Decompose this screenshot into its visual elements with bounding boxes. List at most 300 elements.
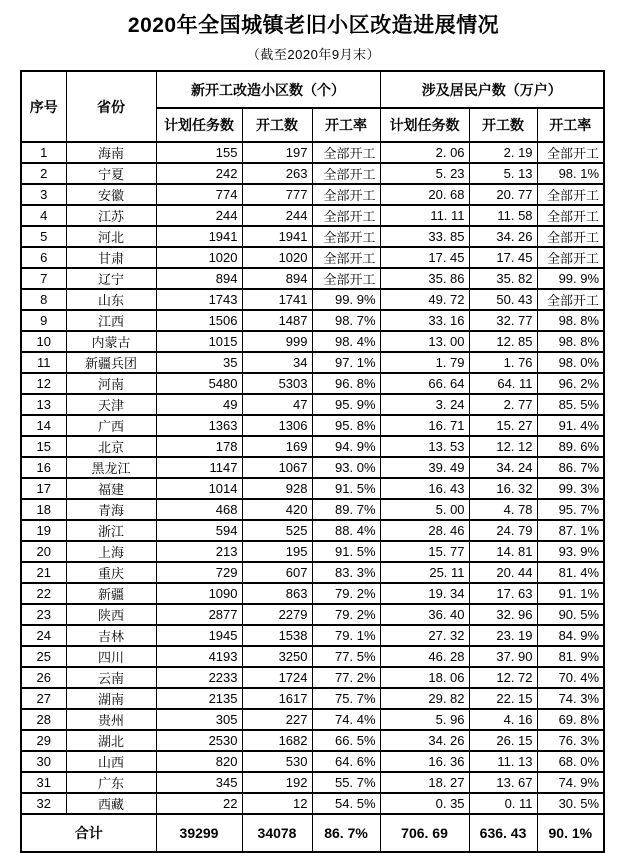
cell-households-plan: 29. 82 xyxy=(380,688,469,709)
table-row xyxy=(21,688,604,709)
cell-province: 福建 xyxy=(66,478,156,499)
table-row xyxy=(21,520,604,541)
cell-province: 河南 xyxy=(66,373,156,394)
cell-households-rate: 98. 8% xyxy=(537,331,604,352)
cell-households-plan: 0. 35 xyxy=(380,793,469,814)
cell-communities-started: 894 xyxy=(242,268,312,289)
cell-households-plan: 17. 45 xyxy=(380,247,469,268)
table-header xyxy=(21,71,604,142)
cell-households-plan: 16. 36 xyxy=(380,751,469,772)
cell-households-started: 23. 19 xyxy=(469,625,537,646)
cell-communities-plan: 22 xyxy=(156,793,242,814)
cell-communities-started: 263 xyxy=(242,163,312,184)
cell-households-rate: 全部开工 xyxy=(537,184,604,205)
cell-households-started: 13. 67 xyxy=(469,772,537,793)
cell-households-plan: 25. 11 xyxy=(380,562,469,583)
cell-households-started: 12. 85 xyxy=(469,331,537,352)
cell-households-plan: 5. 96 xyxy=(380,709,469,730)
cell-households-started: 26. 15 xyxy=(469,730,537,751)
cell-households-started: 22. 15 xyxy=(469,688,537,709)
cell-communities-plan: 894 xyxy=(156,268,242,289)
cell-households-rate: 87. 1% xyxy=(537,520,604,541)
cell-communities-rate: 77. 2% xyxy=(312,667,380,688)
cell-households-rate: 91. 4% xyxy=(537,415,604,436)
cell-province: 黑龙江 xyxy=(66,457,156,478)
cell-communities-rate: 98. 4% xyxy=(312,331,380,352)
table-row xyxy=(21,436,604,457)
cell-households-rate: 74. 3% xyxy=(537,688,604,709)
table-row xyxy=(21,772,604,793)
table-row xyxy=(21,226,604,247)
cell-communities-started: 47 xyxy=(242,394,312,415)
cell-province: 浙江 xyxy=(66,520,156,541)
cell-index: 30 xyxy=(21,751,66,772)
total-communities-rate: 86. 7% xyxy=(312,814,380,852)
renovation-progress-table xyxy=(20,70,605,853)
cell-households-rate: 85. 5% xyxy=(537,394,604,415)
cell-province: 重庆 xyxy=(66,562,156,583)
cell-index: 10 xyxy=(21,331,66,352)
cell-communities-plan: 1015 xyxy=(156,331,242,352)
cell-households-started: 15. 27 xyxy=(469,415,537,436)
cell-province: 江苏 xyxy=(66,205,156,226)
page-title: 2020年全国城镇老旧小区改造进展情况 xyxy=(127,14,500,37)
cell-province: 北京 xyxy=(66,436,156,457)
cell-households-started: 37. 90 xyxy=(469,646,537,667)
header-group-row xyxy=(21,71,604,108)
cell-communities-plan: 1941 xyxy=(156,226,242,247)
header-group-households: 涉及居民户数（万户） xyxy=(380,71,604,108)
cell-households-rate: 86. 7% xyxy=(537,457,604,478)
cell-households-started: 5. 13 xyxy=(469,163,537,184)
cell-communities-plan: 594 xyxy=(156,520,242,541)
cell-households-rate: 81. 4% xyxy=(537,562,604,583)
cell-households-plan: 2. 06 xyxy=(380,142,469,163)
cell-communities-rate: 95. 8% xyxy=(312,415,380,436)
cell-households-started: 34. 24 xyxy=(469,457,537,478)
cell-index: 19 xyxy=(21,520,66,541)
cell-index: 25 xyxy=(21,646,66,667)
cell-communities-started: 607 xyxy=(242,562,312,583)
table-row xyxy=(21,730,604,751)
cell-communities-plan: 1090 xyxy=(156,583,242,604)
cell-communities-plan: 5480 xyxy=(156,373,242,394)
table-row xyxy=(21,310,604,331)
cell-communities-started: 197 xyxy=(242,142,312,163)
cell-index: 6 xyxy=(21,247,66,268)
cell-communities-rate: 88. 4% xyxy=(312,520,380,541)
cell-households-rate: 96. 2% xyxy=(537,373,604,394)
cell-communities-rate: 95. 9% xyxy=(312,394,380,415)
cell-households-rate: 30. 5% xyxy=(537,793,604,814)
cell-province: 青海 xyxy=(66,499,156,520)
cell-households-rate: 84. 9% xyxy=(537,625,604,646)
cell-communities-rate: 66. 5% xyxy=(312,730,380,751)
cell-households-rate: 91. 1% xyxy=(537,583,604,604)
cell-communities-started: 1682 xyxy=(242,730,312,751)
cell-index: 14 xyxy=(21,415,66,436)
cell-index: 7 xyxy=(21,268,66,289)
total-communities-started: 34078 xyxy=(242,814,312,852)
cell-households-plan: 5. 23 xyxy=(380,163,469,184)
cell-province: 安徽 xyxy=(66,184,156,205)
cell-communities-plan: 1147 xyxy=(156,457,242,478)
cell-households-plan: 28. 46 xyxy=(380,520,469,541)
cell-communities-started: 1724 xyxy=(242,667,312,688)
cell-communities-rate: 全部开工 xyxy=(312,247,380,268)
cell-index: 15 xyxy=(21,436,66,457)
cell-communities-rate: 91. 5% xyxy=(312,478,380,499)
header-households-plan: 计划任务数 xyxy=(380,108,469,142)
cell-index: 9 xyxy=(21,310,66,331)
cell-communities-rate: 83. 3% xyxy=(312,562,380,583)
header-households-rate: 开工率 xyxy=(537,108,604,142)
cell-communities-plan: 213 xyxy=(156,541,242,562)
cell-households-started: 35. 82 xyxy=(469,268,537,289)
total-communities-plan: 39299 xyxy=(156,814,242,852)
cell-communities-plan: 4193 xyxy=(156,646,242,667)
table-row xyxy=(21,709,604,730)
table-row xyxy=(21,625,604,646)
cell-communities-started: 192 xyxy=(242,772,312,793)
total-households-plan: 706. 69 xyxy=(380,814,469,852)
cell-households-started: 24. 79 xyxy=(469,520,537,541)
cell-communities-rate: 全部开工 xyxy=(312,184,380,205)
cell-index: 24 xyxy=(21,625,66,646)
header-group-communities: 新开工改造小区数（个） xyxy=(156,71,380,108)
cell-households-started: 64. 11 xyxy=(469,373,537,394)
cell-households-plan: 1. 79 xyxy=(380,352,469,373)
cell-index: 17 xyxy=(21,478,66,499)
cell-households-plan: 18. 06 xyxy=(380,667,469,688)
cell-index: 31 xyxy=(21,772,66,793)
cell-communities-started: 227 xyxy=(242,709,312,730)
cell-province: 湖南 xyxy=(66,688,156,709)
header-households-started: 开工数 xyxy=(469,108,537,142)
cell-index: 29 xyxy=(21,730,66,751)
cell-index: 5 xyxy=(21,226,66,247)
cell-communities-started: 1941 xyxy=(242,226,312,247)
cell-households-plan: 19. 34 xyxy=(380,583,469,604)
cell-households-rate: 76. 3% xyxy=(537,730,604,751)
cell-households-plan: 20. 68 xyxy=(380,184,469,205)
cell-index: 18 xyxy=(21,499,66,520)
cell-households-plan: 3. 24 xyxy=(380,394,469,415)
cell-communities-plan: 2530 xyxy=(156,730,242,751)
table-row xyxy=(21,289,604,310)
cell-households-rate: 98. 8% xyxy=(537,310,604,331)
cell-province: 新疆兵团 xyxy=(66,352,156,373)
cell-households-plan: 36. 40 xyxy=(380,604,469,625)
cell-households-rate: 全部开工 xyxy=(537,289,604,310)
cell-households-plan: 13. 53 xyxy=(380,436,469,457)
cell-communities-plan: 242 xyxy=(156,163,242,184)
cell-households-plan: 46. 28 xyxy=(380,646,469,667)
cell-communities-rate: 全部开工 xyxy=(312,142,380,163)
table-row xyxy=(21,394,604,415)
table-row xyxy=(21,373,604,394)
cell-communities-started: 1538 xyxy=(242,625,312,646)
cell-households-rate: 69. 8% xyxy=(537,709,604,730)
cell-households-rate: 全部开工 xyxy=(537,247,604,268)
cell-communities-rate: 77. 5% xyxy=(312,646,380,667)
table-row xyxy=(21,268,604,289)
table-row xyxy=(21,478,604,499)
table-row xyxy=(21,163,604,184)
cell-households-plan: 39. 49 xyxy=(380,457,469,478)
header-index: 序号 xyxy=(21,71,66,142)
total-households-rate: 90. 1% xyxy=(537,814,604,852)
total-row xyxy=(21,814,604,852)
cell-communities-rate: 全部开工 xyxy=(312,226,380,247)
cell-communities-started: 999 xyxy=(242,331,312,352)
cell-communities-plan: 1506 xyxy=(156,310,242,331)
header-communities-started: 开工数 xyxy=(242,108,312,142)
table-row xyxy=(21,751,604,772)
cell-communities-rate: 全部开工 xyxy=(312,163,380,184)
cell-households-plan: 35. 86 xyxy=(380,268,469,289)
cell-index: 16 xyxy=(21,457,66,478)
cell-communities-started: 1617 xyxy=(242,688,312,709)
table-body xyxy=(21,142,604,852)
cell-province: 湖北 xyxy=(66,730,156,751)
cell-households-started: 32. 77 xyxy=(469,310,537,331)
cell-communities-rate: 54. 5% xyxy=(312,793,380,814)
cell-households-rate: 99. 3% xyxy=(537,478,604,499)
cell-households-plan: 5. 00 xyxy=(380,499,469,520)
cell-index: 2 xyxy=(21,163,66,184)
cell-households-started: 11. 58 xyxy=(469,205,537,226)
cell-households-started: 11. 13 xyxy=(469,751,537,772)
cell-index: 27 xyxy=(21,688,66,709)
cell-communities-plan: 2135 xyxy=(156,688,242,709)
cell-households-started: 12. 72 xyxy=(469,667,537,688)
cell-communities-started: 169 xyxy=(242,436,312,457)
table-row xyxy=(21,457,604,478)
cell-province: 甘肃 xyxy=(66,247,156,268)
cell-communities-started: 1020 xyxy=(242,247,312,268)
cell-communities-rate: 64. 6% xyxy=(312,751,380,772)
cell-households-started: 16. 32 xyxy=(469,478,537,499)
cell-households-started: 32. 96 xyxy=(469,604,537,625)
cell-index: 13 xyxy=(21,394,66,415)
cell-households-started: 17. 63 xyxy=(469,583,537,604)
cell-communities-started: 5303 xyxy=(242,373,312,394)
cell-communities-started: 1741 xyxy=(242,289,312,310)
cell-households-started: 4. 78 xyxy=(469,499,537,520)
cell-province: 天津 xyxy=(66,394,156,415)
header-communities-rate: 开工率 xyxy=(312,108,380,142)
cell-households-plan: 34. 26 xyxy=(380,730,469,751)
cell-communities-started: 777 xyxy=(242,184,312,205)
table-row xyxy=(21,499,604,520)
cell-province: 广东 xyxy=(66,772,156,793)
cell-index: 32 xyxy=(21,793,66,814)
table-row xyxy=(21,415,604,436)
cell-communities-plan: 305 xyxy=(156,709,242,730)
cell-households-plan: 13. 00 xyxy=(380,331,469,352)
cell-households-rate: 93. 9% xyxy=(537,541,604,562)
cell-communities-started: 12 xyxy=(242,793,312,814)
cell-communities-started: 195 xyxy=(242,541,312,562)
cell-households-started: 20. 77 xyxy=(469,184,537,205)
cell-province: 云南 xyxy=(66,667,156,688)
cell-communities-started: 525 xyxy=(242,520,312,541)
cell-communities-rate: 74. 4% xyxy=(312,709,380,730)
cell-households-rate: 90. 5% xyxy=(537,604,604,625)
cell-households-started: 12. 12 xyxy=(469,436,537,457)
cell-households-started: 2. 19 xyxy=(469,142,537,163)
cell-communities-rate: 75. 7% xyxy=(312,688,380,709)
cell-index: 12 xyxy=(21,373,66,394)
cell-index: 23 xyxy=(21,604,66,625)
cell-province: 广西 xyxy=(66,415,156,436)
cell-households-plan: 27. 32 xyxy=(380,625,469,646)
cell-households-rate: 95. 7% xyxy=(537,499,604,520)
cell-households-started: 17. 45 xyxy=(469,247,537,268)
table-row xyxy=(21,352,604,373)
cell-communities-started: 863 xyxy=(242,583,312,604)
cell-index: 20 xyxy=(21,541,66,562)
cell-households-started: 1. 76 xyxy=(469,352,537,373)
table-row xyxy=(21,793,604,814)
cell-households-rate: 98. 0% xyxy=(537,352,604,373)
table-row xyxy=(21,247,604,268)
cell-households-plan: 33. 85 xyxy=(380,226,469,247)
cell-communities-started: 530 xyxy=(242,751,312,772)
cell-province: 山西 xyxy=(66,751,156,772)
cell-province: 江西 xyxy=(66,310,156,331)
cell-communities-started: 2279 xyxy=(242,604,312,625)
table-row xyxy=(21,604,604,625)
cell-communities-rate: 96. 8% xyxy=(312,373,380,394)
cell-province: 内蒙古 xyxy=(66,331,156,352)
cell-index: 28 xyxy=(21,709,66,730)
cell-communities-plan: 35 xyxy=(156,352,242,373)
cell-communities-plan: 774 xyxy=(156,184,242,205)
cell-communities-rate: 97. 1% xyxy=(312,352,380,373)
page-subtitle: （截至2020年9月末） xyxy=(246,47,381,62)
cell-province: 上海 xyxy=(66,541,156,562)
total-households-started: 636. 43 xyxy=(469,814,537,852)
cell-communities-plan: 1020 xyxy=(156,247,242,268)
cell-households-plan: 15. 77 xyxy=(380,541,469,562)
cell-communities-rate: 55. 7% xyxy=(312,772,380,793)
cell-households-plan: 66. 64 xyxy=(380,373,469,394)
cell-communities-plan: 468 xyxy=(156,499,242,520)
cell-province: 辽宁 xyxy=(66,268,156,289)
cell-households-started: 4. 16 xyxy=(469,709,537,730)
cell-households-plan: 49. 72 xyxy=(380,289,469,310)
table-row xyxy=(21,646,604,667)
table-row xyxy=(21,142,604,163)
cell-households-plan: 16. 43 xyxy=(380,478,469,499)
cell-index: 1 xyxy=(21,142,66,163)
cell-households-rate: 全部开工 xyxy=(537,205,604,226)
cell-communities-plan: 1363 xyxy=(156,415,242,436)
cell-households-rate: 70. 4% xyxy=(537,667,604,688)
cell-households-rate: 全部开工 xyxy=(537,226,604,247)
cell-province: 山东 xyxy=(66,289,156,310)
cell-communities-rate: 全部开工 xyxy=(312,268,380,289)
header-communities-plan: 计划任务数 xyxy=(156,108,242,142)
table-row xyxy=(21,331,604,352)
cell-communities-plan: 2233 xyxy=(156,667,242,688)
cell-communities-plan: 244 xyxy=(156,205,242,226)
cell-households-rate: 99. 9% xyxy=(537,268,604,289)
cell-province: 河北 xyxy=(66,226,156,247)
cell-households-started: 14. 81 xyxy=(469,541,537,562)
cell-communities-rate: 79. 2% xyxy=(312,583,380,604)
cell-households-started: 50. 43 xyxy=(469,289,537,310)
cell-province: 四川 xyxy=(66,646,156,667)
table-row xyxy=(21,562,604,583)
cell-communities-plan: 1945 xyxy=(156,625,242,646)
cell-communities-started: 3250 xyxy=(242,646,312,667)
cell-index: 22 xyxy=(21,583,66,604)
table-row xyxy=(21,667,604,688)
cell-communities-rate: 99. 9% xyxy=(312,289,380,310)
cell-communities-rate: 93. 0% xyxy=(312,457,380,478)
table-row xyxy=(21,583,604,604)
header-province: 省份 xyxy=(66,71,156,142)
table-row xyxy=(21,205,604,226)
table-row xyxy=(21,184,604,205)
total-label: 合计 xyxy=(21,814,156,852)
cell-communities-rate: 79. 2% xyxy=(312,604,380,625)
cell-households-started: 0. 11 xyxy=(469,793,537,814)
cell-communities-started: 1306 xyxy=(242,415,312,436)
cell-communities-rate: 79. 1% xyxy=(312,625,380,646)
cell-communities-rate: 全部开工 xyxy=(312,205,380,226)
cell-communities-started: 244 xyxy=(242,205,312,226)
cell-communities-rate: 98. 7% xyxy=(312,310,380,331)
cell-communities-plan: 49 xyxy=(156,394,242,415)
cell-communities-plan: 155 xyxy=(156,142,242,163)
cell-households-plan: 16. 71 xyxy=(380,415,469,436)
cell-households-started: 2. 77 xyxy=(469,394,537,415)
cell-communities-rate: 91. 5% xyxy=(312,541,380,562)
cell-province: 陕西 xyxy=(66,604,156,625)
cell-communities-started: 928 xyxy=(242,478,312,499)
cell-communities-plan: 345 xyxy=(156,772,242,793)
table-row xyxy=(21,541,604,562)
cell-province: 西藏 xyxy=(66,793,156,814)
cell-communities-plan: 729 xyxy=(156,562,242,583)
cell-communities-started: 1067 xyxy=(242,457,312,478)
cell-index: 4 xyxy=(21,205,66,226)
cell-communities-rate: 94. 9% xyxy=(312,436,380,457)
cell-households-rate: 68. 0% xyxy=(537,751,604,772)
cell-index: 11 xyxy=(21,352,66,373)
cell-communities-plan: 820 xyxy=(156,751,242,772)
cell-communities-started: 1487 xyxy=(242,310,312,331)
cell-province: 新疆 xyxy=(66,583,156,604)
cell-index: 3 xyxy=(21,184,66,205)
cell-communities-plan: 2877 xyxy=(156,604,242,625)
cell-households-rate: 98. 1% xyxy=(537,163,604,184)
cell-households-rate: 全部开工 xyxy=(537,142,604,163)
cell-index: 21 xyxy=(21,562,66,583)
cell-communities-plan: 1743 xyxy=(156,289,242,310)
cell-province: 海南 xyxy=(66,142,156,163)
cell-communities-started: 420 xyxy=(242,499,312,520)
cell-communities-rate: 89. 7% xyxy=(312,499,380,520)
cell-households-plan: 33. 16 xyxy=(380,310,469,331)
cell-households-started: 34. 26 xyxy=(469,226,537,247)
cell-households-rate: 89. 6% xyxy=(537,436,604,457)
cell-province: 吉林 xyxy=(66,625,156,646)
